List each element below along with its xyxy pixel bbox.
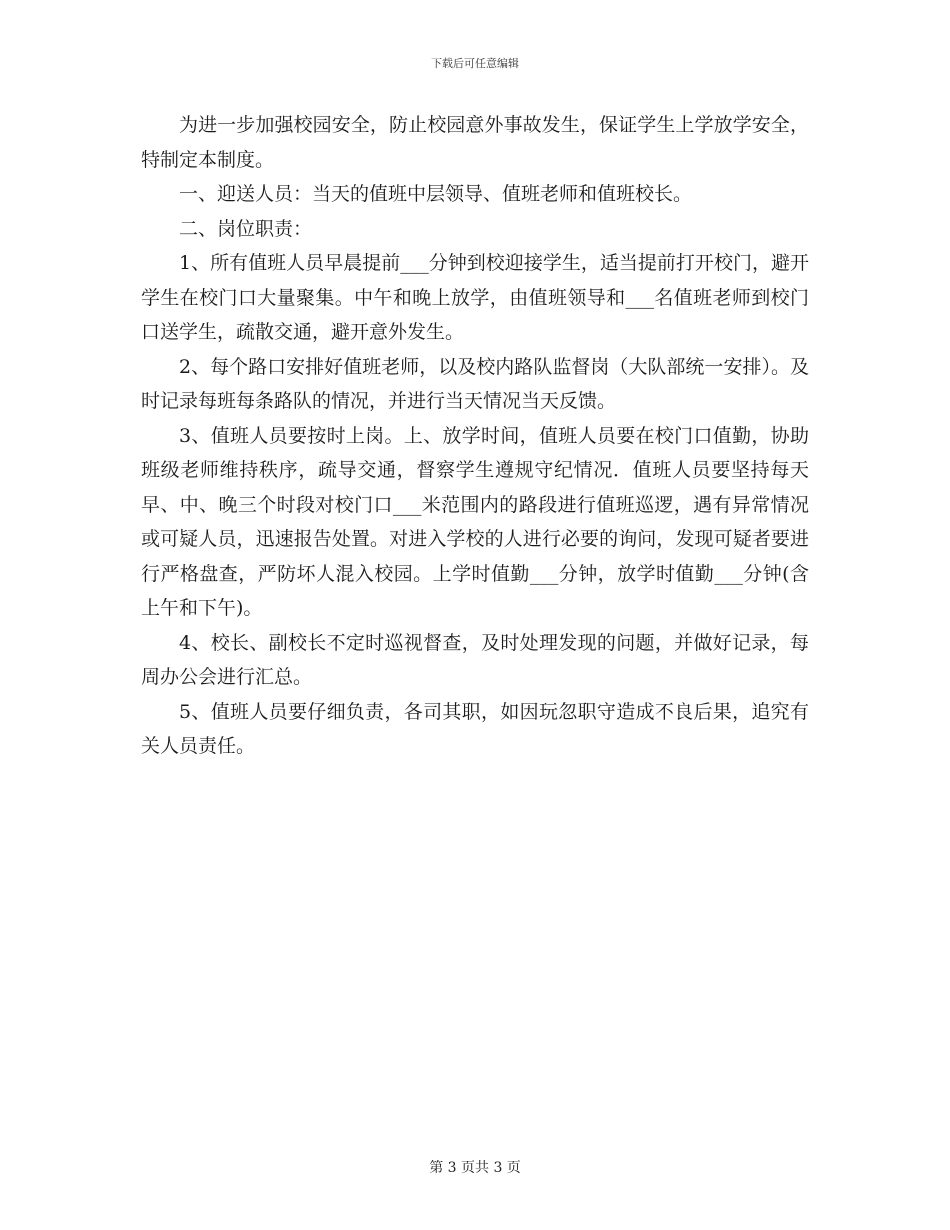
duty-item-2: 2、每个路口安排好值班老师，以及校内路队监督岗（大队部统一安排）。及时记录每班每条路队的情况，并进行当天情况当天反馈。 bbox=[141, 355, 809, 412]
section-personnel: 一、迎送人员：当天的值班中层领导、值班老师和值班校长。 bbox=[179, 183, 693, 205]
duty-item-1: 1、所有值班人员早晨提前___分钟到校迎接学生，适当提前打开校门，避开学生在校门口大量聚集。中午和晚上放学，由值班领导和___名值班老师到校门口送学生，疏散交通，避开意外发生。 bbox=[141, 252, 809, 343]
intro-paragraph: 为进一步加强校园安全，防止校园意外事故发生，保证学生上学放学安全，特制定本制度。 bbox=[141, 114, 809, 171]
page-number: 第 3 页共 3 页 bbox=[429, 1160, 521, 1176]
document-body bbox=[141, 108, 809, 764]
duty-item-5: 5、值班人员要仔细负责，各司其职，如因玩忽职守造成不良后果，追究有关人员责任。 bbox=[141, 700, 809, 757]
duty-item-4: 4、校长、副校长不定时巡视督查，及时处理发现的问题，并做好记录，每周办公会进行汇总。 bbox=[141, 631, 809, 688]
duty-item-3: 3、值班人员要按时上岗。上、放学时间，值班人员要在校门口值勤，协助班级老师维持秩序，疏导交通，督察学生遵规守纪情况．值班人员要坚持每天早、中、晚三个时段对校门口___米范围内的路段进行值班巡逻，遇有异常情况或可疑人员，迅速报告处置。对进入学校的人进行必要的询问，发现可疑者要进行严格盘查，严防坏人混入校园。上学时值勤___分钟，放学时值勤___分钟(含上午和下午)。 bbox=[141, 424, 809, 619]
section-duties-heading: 二、岗位职责： bbox=[179, 217, 313, 240]
page-header: 下载后可任意编辑 bbox=[431, 57, 519, 70]
